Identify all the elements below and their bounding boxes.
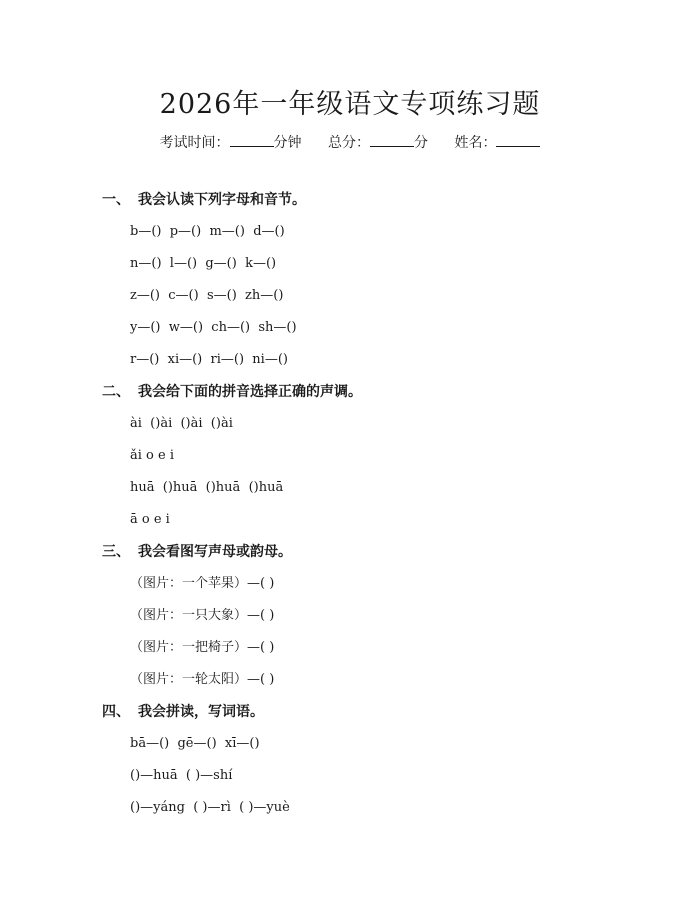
exercise-line: huā ()huā ()huā ()huā (130, 480, 284, 495)
section-title: 我会拼读，写词语。 (138, 704, 264, 720)
section-heading (102, 700, 662, 732)
exercise-line: r—() xi—() ri—() ni—() (130, 352, 288, 367)
total-score-label: 总分： (328, 135, 370, 151)
total-score-unit: 分 (414, 135, 428, 151)
exam-time-blank (230, 134, 274, 147)
exercise-line: （图片：一只大象）—( ) (130, 608, 275, 623)
exam-info-row (0, 132, 700, 152)
section-heading (102, 380, 662, 412)
exercise-line: n—() l—() g—() k—() (130, 256, 277, 271)
exercise-line: ()—yáng ( )—rì ( )—yuè (130, 800, 290, 815)
section-number: 三、 (102, 544, 130, 560)
student-name-field (454, 132, 540, 152)
exam-time-field (160, 132, 302, 152)
exercise-line: y—() w—() ch—() sh—() (130, 320, 297, 335)
student-name-blank (496, 134, 540, 147)
section-3 (102, 540, 662, 700)
section-title: 我会看图写声母或韵母。 (138, 544, 292, 560)
exercise-line: ā o e i (130, 512, 170, 527)
section-number: 二、 (102, 384, 130, 400)
exercise-line: ài ()ài ()ài ()ài (130, 416, 233, 431)
section-2 (102, 380, 662, 540)
section-title: 我会认读下列字母和音节。 (138, 192, 306, 208)
section-title: 我会给下面的拼音选择正确的声调。 (138, 384, 362, 400)
student-name-label: 姓名： (454, 135, 497, 151)
section-number: 四、 (102, 704, 130, 720)
page-title: 2026年一年级语文专项练习题 (159, 89, 541, 120)
exercise-line: （图片：一轮太阳）—( ) (130, 672, 275, 687)
section-heading (102, 188, 662, 220)
exercise-line: bā—() gē—() xī—() (130, 736, 260, 751)
section-1 (102, 188, 662, 380)
section-number: 一、 (102, 192, 130, 208)
exercise-line: z—() c—() s—() zh—() (130, 288, 284, 303)
exam-content (102, 188, 662, 828)
total-score-field (328, 132, 428, 152)
section-heading (102, 540, 662, 572)
exercise-line: （图片：一把椅子）—( ) (130, 640, 275, 655)
total-score-blank (370, 134, 414, 147)
exercise-line: ()—huā ( )—shí (130, 768, 233, 783)
exam-time-label: 考试时间： (159, 135, 230, 151)
exercise-line: （图片：一个苹果）—( ) (130, 576, 275, 591)
exam-time-unit: 分钟 (273, 135, 302, 151)
section-4 (102, 700, 662, 828)
exercise-line: ǎi o e i (130, 448, 174, 463)
exercise-line: b—() p—() m—() d—() (130, 224, 285, 239)
